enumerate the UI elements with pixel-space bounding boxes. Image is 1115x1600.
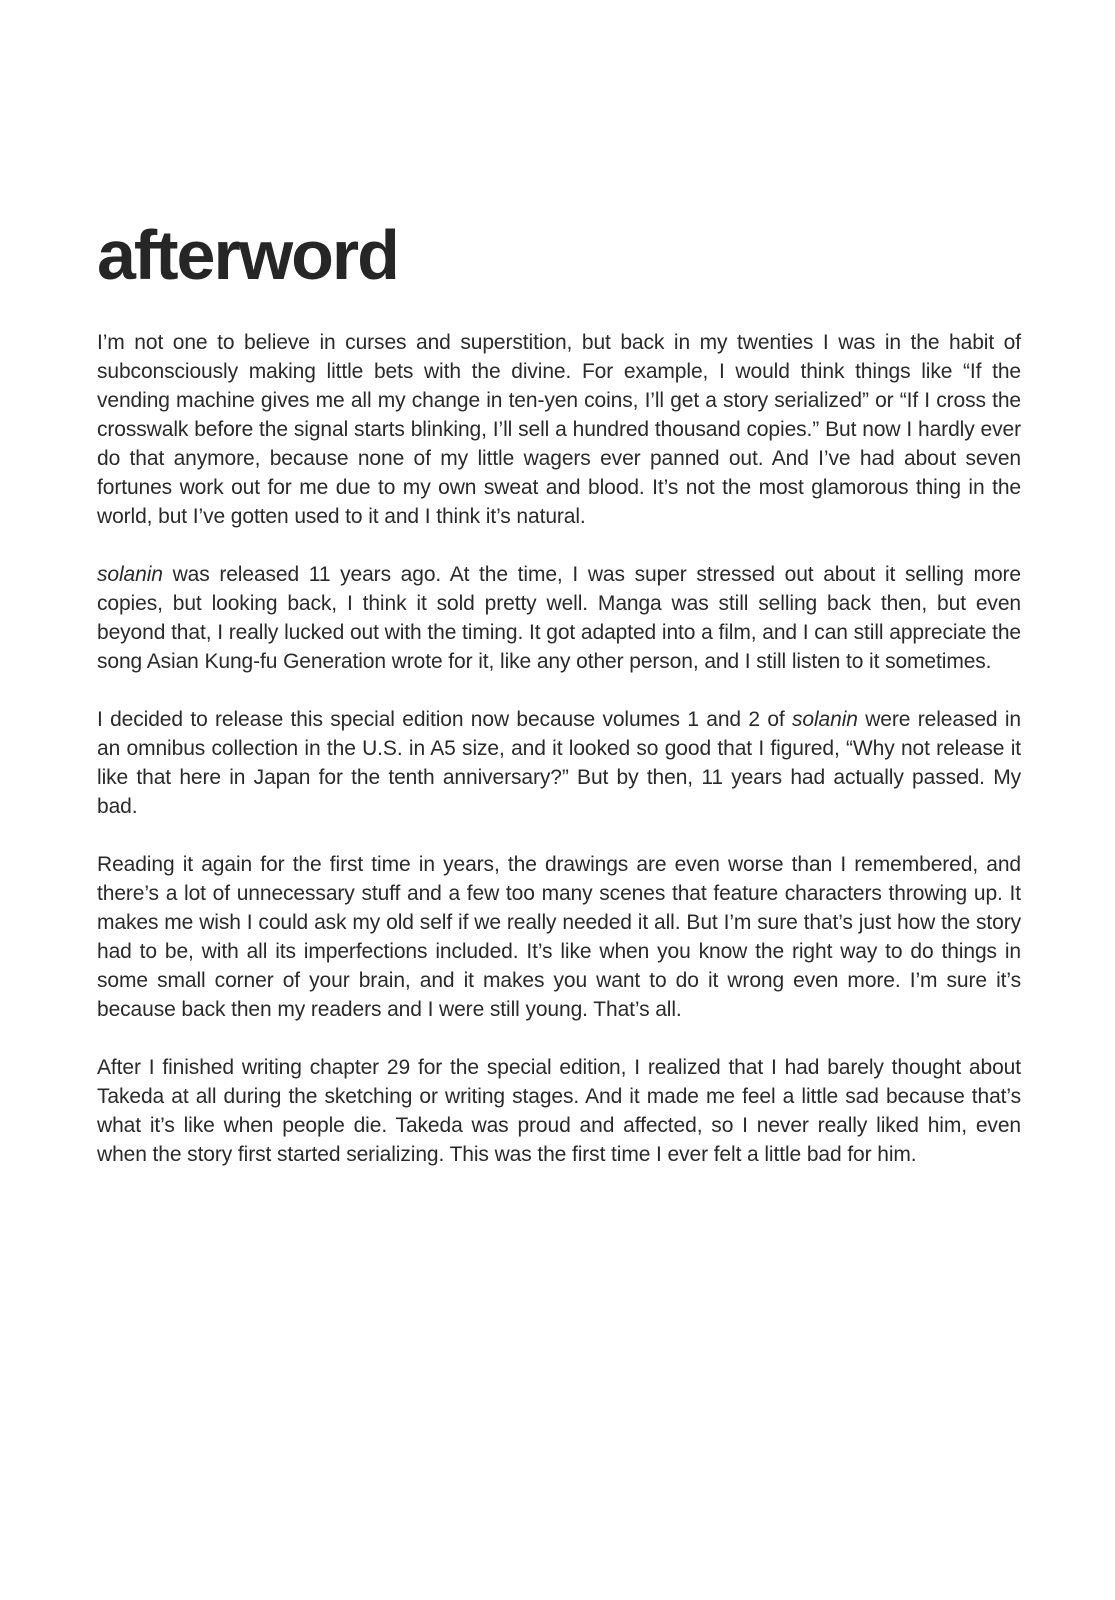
- paragraph-text: I decided to release this special edition now because volumes 1 and 2 of: [97, 708, 793, 731]
- italic-book-title: solanin: [97, 563, 163, 586]
- italic-book-title: solanin: [792, 708, 858, 731]
- paragraph-4: [97, 850, 1021, 1024]
- afterword-body: [97, 328, 1021, 1169]
- paragraph-text: After I finished writing chapter 29 for the special edition, I realized that I had barely thought about Takeda at all during the sketching or writing stages. And it made me feel a little sad because that’s what it’s like when people die. Takeda was proud and affected, so I never really liked him, even when the story first started serializing. This was the first time I ever felt a little bad for him.: [97, 1056, 1021, 1166]
- paragraph-3: [97, 705, 1021, 821]
- paragraph-5: [97, 1053, 1021, 1169]
- page-title: afterword: [97, 216, 398, 294]
- paragraph-1: [97, 328, 1021, 531]
- paragraph-2: [97, 560, 1021, 676]
- paragraph-text: I’m not one to believe in curses and superstition, but back in my twenties I was in the habit of subconsciously making little bets with the divine. For example, I would think things like “If the vending machine gives me all my change in ten-yen coins, I’ll get a story serialized” or “If I cross the crosswalk before the signal starts blinking, I’ll sell a hundred thousand copies.” But now I hardly ever do that anymore, because none of my little wagers ever panned out. And I’ve had about seven fortunes work out for me due to my own sweat and blood. It’s not the most glamorous thing in the world, but I’ve gotten used to it and I think it’s natural.: [97, 331, 1021, 528]
- paragraph-text: was released 11 years ago. At the time, I was super stressed out about it selling more copies, but looking back, I think it sold pretty well. Manga was still selling back then, but even beyond that, I really lucked out with the timing. It got adapted into a film, and I can still appreciate the song Asian Kung-fu Generation wrote for it, like any other person, and I still listen to it sometimes.: [97, 563, 1021, 673]
- paragraph-text: were released in an omnibus collection in the U.S. in A5 size, and it looked so good that I figured, “Why not release it like that here in Japan for the tenth anniversary?” But by then, 11 years had actually passed. My bad.: [97, 708, 1021, 818]
- paragraph-text: Reading it again for the first time in years, the drawings are even worse than I remembered, and there’s a lot of unnecessary stuff and a few too many scenes that feature characters throwing up. It makes me wish I could ask my old self if we really needed it all. But I’m sure that’s just how the story had to be, with all its imperfections included. It’s like when you know the right way to do things in some small corner of your brain, and it makes you want to do it wrong even more. I’m sure it’s because back then my readers and I were still young. That’s all.: [97, 853, 1021, 1021]
